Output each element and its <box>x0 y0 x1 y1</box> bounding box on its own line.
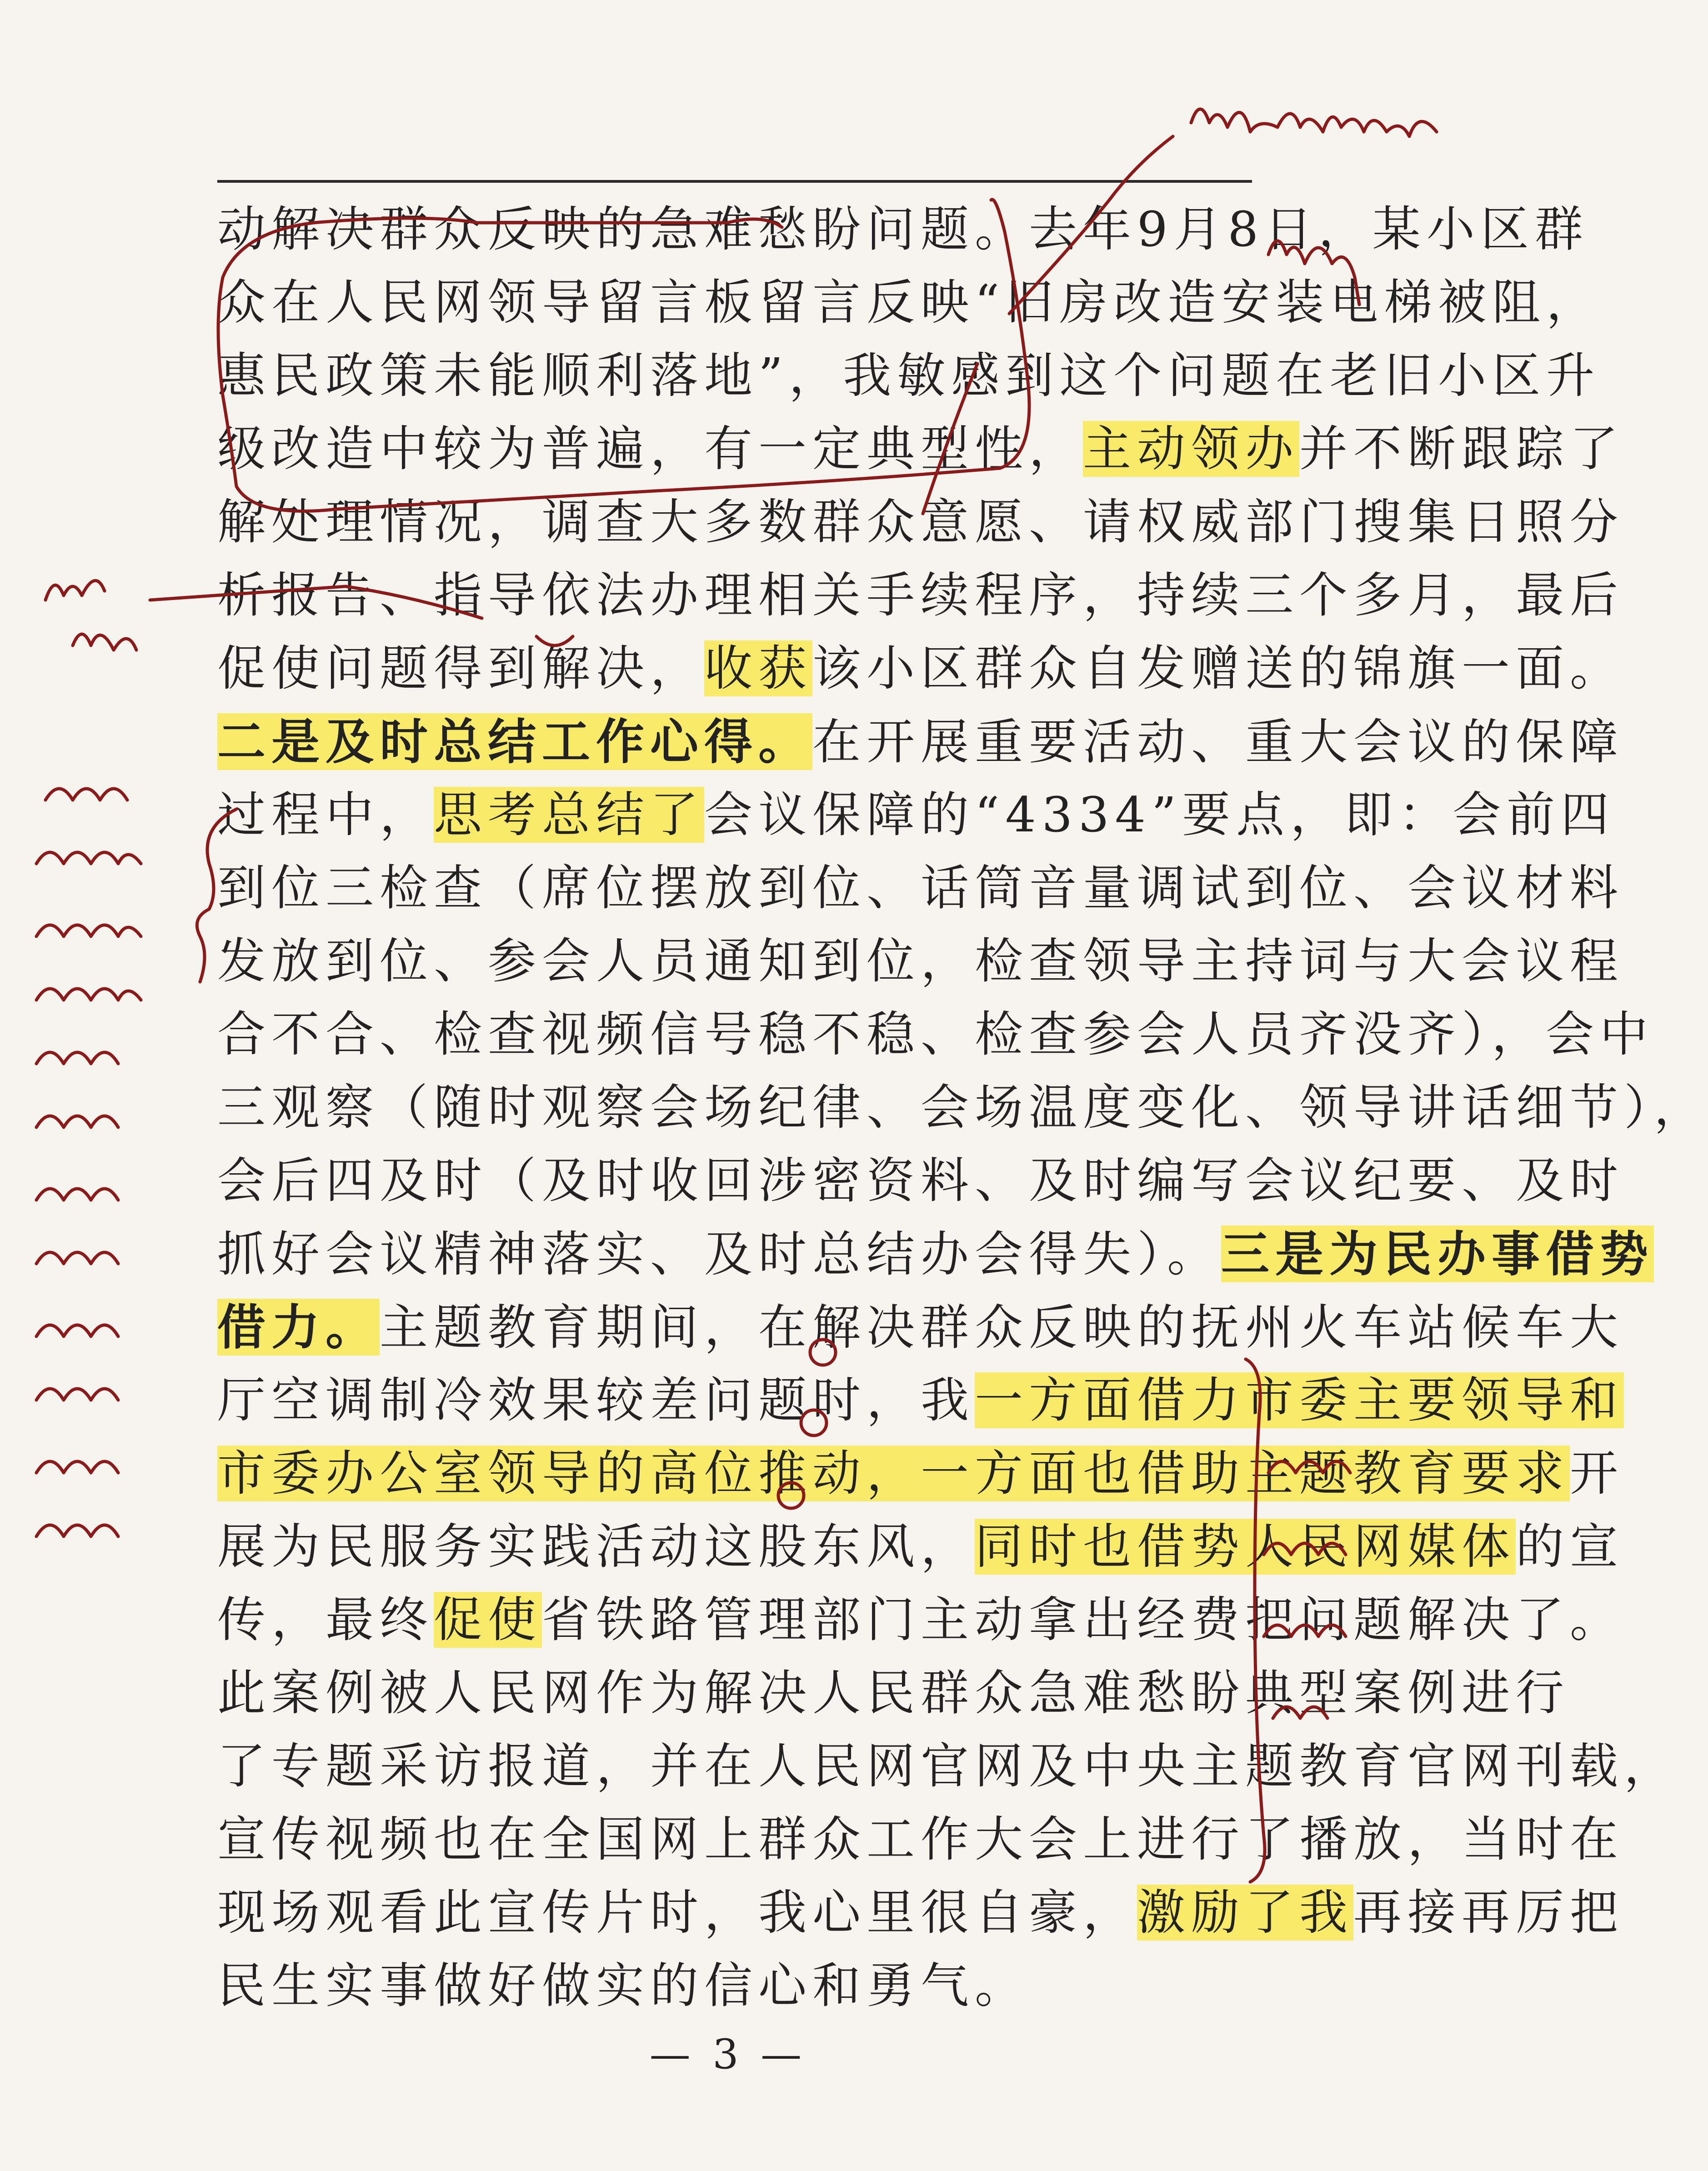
text-line <box>217 1659 1570 1727</box>
header-rule <box>217 180 1252 183</box>
text-line <box>217 854 1624 922</box>
ink-left-note-1 <box>45 580 136 650</box>
text-segment: 级改造中较为普遍，有一定典型性， <box>217 421 1083 477</box>
highlighted-text: 一方面借力市委主要领导和 <box>975 1372 1624 1428</box>
text-line <box>217 927 1624 995</box>
text-segment: 动解决群众反映的急难愁盼问题。去年9月8日，某小区群 <box>217 201 1589 257</box>
page-number: — 3 — <box>649 2031 806 2078</box>
highlighted-text: 市委办公室领导的高位推动，一方面也借助主题教育要求 <box>217 1446 1570 1501</box>
text-segment: 会议保障的“4334”要点，即：会前四 <box>704 787 1615 843</box>
text-line <box>217 1806 1624 1874</box>
text-segment: 解处理情况，调查大多数群众意愿、请权威部门搜集日照分 <box>217 494 1624 550</box>
text-segment: 民生实事做好做实的信心和勇气。 <box>217 1958 1029 2014</box>
highlighted-text: 主动领办 <box>1083 421 1299 477</box>
text-line <box>217 415 1624 483</box>
text-segment: 三观察（随时观察会场纪律、会场温度变化、领导讲话细节）， <box>217 1080 1708 1136</box>
text-line <box>217 561 1624 630</box>
text-segment: 传，最终 <box>217 1592 434 1648</box>
text-line <box>217 1586 1624 1654</box>
text-line <box>217 1513 1624 1581</box>
text-line <box>217 1879 1624 1947</box>
highlighted-text: 二是及时总结工作心得。 <box>217 713 812 770</box>
highlighted-text: 促使 <box>434 1592 542 1648</box>
text-segment: 惠民政策未能顺利落地”，我敏感到这个问题在老旧小区升 <box>217 348 1601 404</box>
text-segment: 该小区群众自发赠送的锦旗一面。 <box>812 640 1624 696</box>
text-segment: 抓好会议精神落实、及时总结办会得失）。 <box>217 1226 1221 1282</box>
highlighted-text: 收获 <box>704 640 812 696</box>
text-segment: 展为民服务实践活动这股东风， <box>217 1519 975 1575</box>
text-segment: 了专题采访报道，并在人民网官网及中央主题教育官网刊载， <box>217 1738 1678 1794</box>
text-line <box>217 1366 1624 1435</box>
text-segment: 会后四及时（及时收回涉密资料、及时编写会议纪要、及时 <box>217 1153 1624 1209</box>
text-segment: 开 <box>1570 1446 1624 1501</box>
text-segment: 现场观看此宣传片时，我心里很自豪， <box>217 1885 1137 1941</box>
text-segment: 宣传视频也在全国网上群众工作大会上进行了播放，当时在 <box>217 1811 1624 1867</box>
text-line <box>217 1952 1263 2020</box>
text-line <box>217 1220 1654 1288</box>
highlighted-text: 三是为民办事借势 <box>1221 1226 1654 1282</box>
text-segment: 在开展重要活动、重大会议的保障 <box>812 714 1624 770</box>
text-line <box>217 269 1601 337</box>
text-segment: 发放到位、参会人员通知到位，检查领导主持词与大会议程 <box>217 933 1624 989</box>
text-line <box>217 708 1624 776</box>
highlighted-text: 同时也借势人民网媒体 <box>975 1519 1516 1575</box>
text-line <box>217 488 1624 556</box>
ink-left-column <box>36 789 141 1536</box>
text-line <box>217 1000 1654 1069</box>
text-line <box>217 781 1615 849</box>
text-segment: 此案例被人民网作为解决人民群众急难愁盼典型案例进行 <box>217 1665 1570 1721</box>
ink-top-right-note <box>1191 109 1437 136</box>
highlighted-text: 借力。 <box>217 1299 380 1356</box>
text-segment: 再接再厉把 <box>1353 1885 1624 1941</box>
text-segment: 合不合、检查视频信号稳不稳、检查参会人员齐没齐），会中 <box>217 1006 1654 1062</box>
text-segment: 的宣 <box>1516 1519 1624 1575</box>
text-line <box>217 1293 1624 1361</box>
text-segment: 促使问题得到解决， <box>217 640 704 696</box>
text-line <box>217 1074 1708 1142</box>
text-segment: 众在人民网领导留言板留言反映“旧房改造安装电梯被阻， <box>217 275 1601 330</box>
text-segment: 到位三检查（席位摆放到位、话筒音量调试到位、会议材料 <box>217 860 1624 916</box>
text-segment: 省铁路管理部门主动拿出经费把问题解决了。 <box>542 1592 1624 1648</box>
text-line <box>217 1440 1624 1508</box>
text-line <box>217 1147 1624 1215</box>
text-segment: 并不断跟踪了 <box>1299 421 1624 477</box>
text-line <box>217 635 1624 703</box>
highlighted-text: 激励了我 <box>1137 1885 1353 1941</box>
text-segment: 厅空调制冷效果较差问题时，我 <box>217 1372 975 1428</box>
text-segment: 析报告、指导依法办理相关手续程序，持续三个多月，最后 <box>217 567 1624 623</box>
text-segment: 主题教育期间，在解决群众反映的抚州火车站候车大 <box>380 1300 1624 1356</box>
text-line <box>217 195 1589 264</box>
highlighted-text: 思考总结了 <box>434 787 704 843</box>
text-line <box>217 1732 1678 1801</box>
text-segment: 过程中， <box>217 787 434 843</box>
text-line <box>217 342 1601 410</box>
